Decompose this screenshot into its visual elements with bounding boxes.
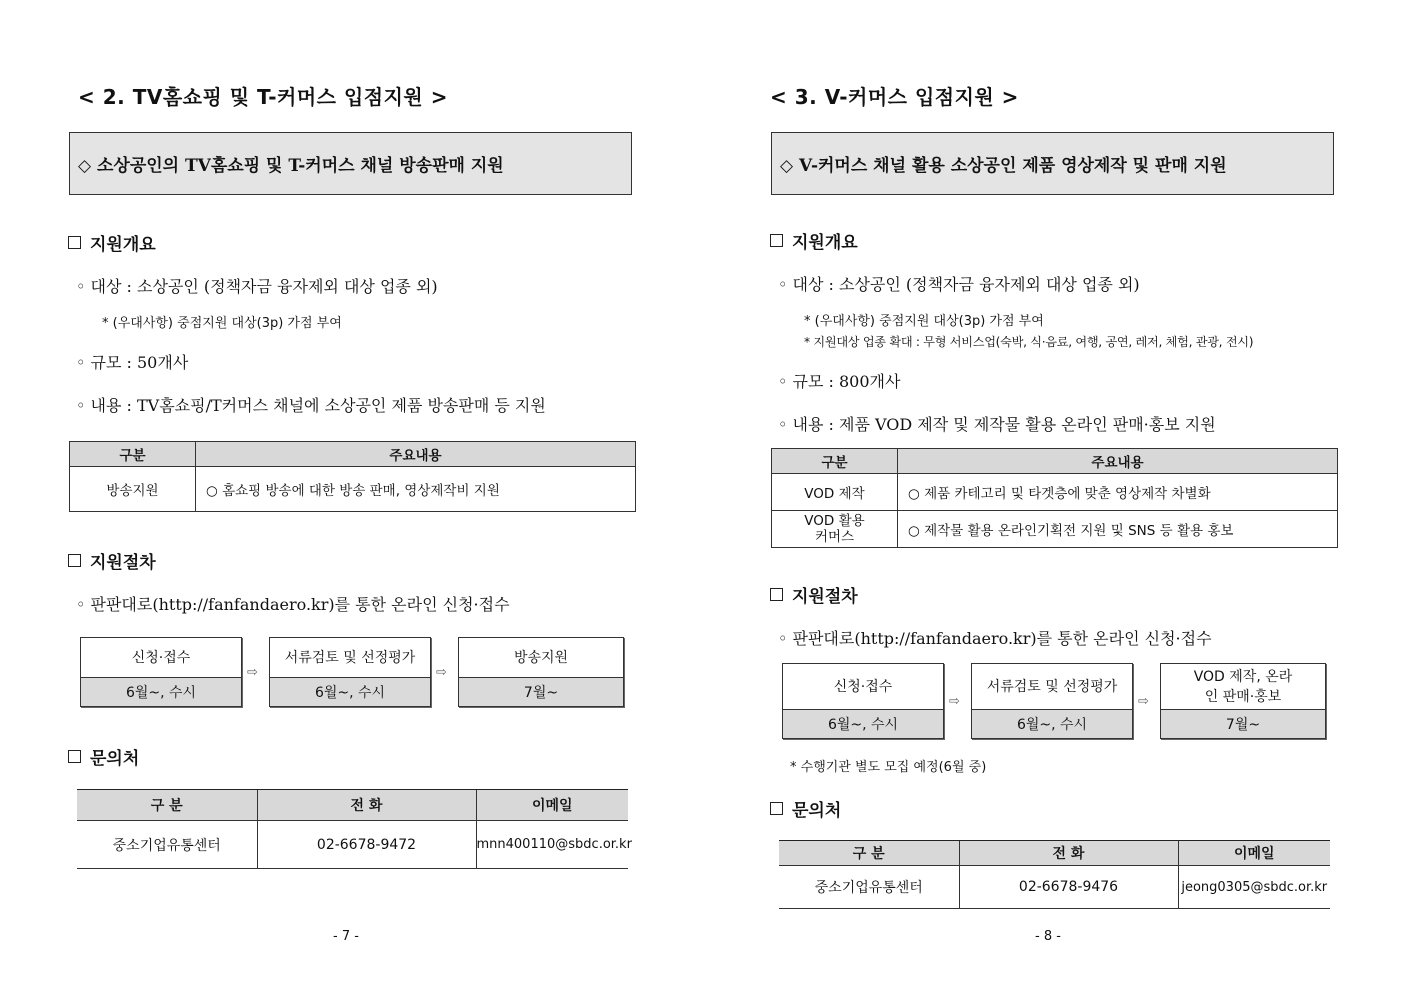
table-cell-detail: ○ 홈쇼핑 방송에 대한 방송 판매, 영상제작비 지원 [196, 467, 636, 512]
flow-step-label: 신청·접수 [131, 649, 191, 666]
headline-box [69, 132, 632, 195]
table-header-category: 구분 [772, 449, 898, 474]
page-number: - 8 - [1035, 929, 1061, 944]
flow-step-apply [782, 663, 944, 739]
scale-line: ◦ 규모 : 800개사 [778, 372, 901, 391]
overview-heading-text: 지원개요 [792, 233, 858, 253]
table-row [772, 511, 1338, 548]
contact-heading-text: 문의처 [90, 749, 140, 769]
overview-heading-text: 지원개요 [90, 235, 156, 255]
table-cell-category: VOD 제작 [772, 474, 898, 511]
table-row [779, 866, 1330, 909]
flow-step-label: 서류검토 및 선정평가 [986, 678, 1118, 695]
headline-text: ◇ 소상공인의 TV홈쇼핑 및 T-커머스 채널 방송판매 지원 [78, 156, 504, 176]
scale-line: ◦ 규모 : 50개사 [76, 353, 189, 372]
page-8 [700, 0, 1403, 992]
flow-step-label: 서류검토 및 선정평가 [284, 649, 416, 666]
contact-header-email: 이메일 [476, 790, 628, 821]
procedure-heading [68, 548, 156, 573]
procedure-heading [770, 582, 858, 607]
page-number: - 7 - [333, 929, 359, 944]
expansion-note: * 지원대상 업종 확대 : 무형 서비스업(숙박, 식·음료, 여행, 공연, 레저, 체험, 관광, 전시) [804, 335, 1254, 349]
priority-note: * (우대사항) 중점지원 대상(3p) 가점 부여 [804, 314, 1044, 329]
procedure-heading-text: 지원절차 [90, 553, 156, 573]
flow-step-period: 7월~ [459, 677, 623, 706]
table-header-detail: 주요내용 [196, 442, 636, 467]
arrow-right-icon: ⇨ [1138, 694, 1149, 709]
checkbox-icon [770, 802, 783, 815]
checkbox-icon [770, 234, 783, 247]
contact-email[interactable]: jeong0305@sbdc.or.kr [1178, 866, 1330, 909]
table-header-detail: 주요내용 [898, 449, 1338, 474]
table-row [77, 821, 628, 869]
contact-heading [770, 796, 841, 821]
procedure-line: ◦ 판판대로(http://fanfandaero.kr)를 통한 온라인 신청·접수 [778, 629, 1212, 648]
checkbox-icon [770, 588, 783, 601]
content-line: ◦ 내용 : 제품 VOD 제작 및 제작물 활용 온라인 판매·홍보 지원 [778, 415, 1216, 434]
contact-header-org: 구 분 [77, 790, 257, 821]
procedure-line: ◦ 판판대로(http://fanfandaero.kr)를 통한 온라인 신청·접수 [76, 595, 510, 614]
headline-text: ◇ V-커머스 채널 활용 소상공인 제품 영상제작 및 판매 지원 [780, 156, 1227, 176]
overview-heading [770, 228, 858, 253]
support-table [771, 448, 1338, 548]
checkbox-icon [68, 554, 81, 567]
table-cell-category-text: VOD 활용 커머스 [804, 513, 865, 545]
page-7 [0, 0, 700, 992]
contact-header-phone: 전 화 [257, 790, 476, 821]
support-table [69, 441, 636, 512]
table-cell-category [772, 511, 898, 548]
headline-box [771, 132, 1334, 195]
arrow-right-icon: ⇨ [949, 694, 960, 709]
flow-step-vod [1160, 663, 1326, 739]
flow-step-label: 방송지원 [513, 649, 569, 666]
flow-step-period: 6월~, 수시 [972, 709, 1132, 738]
table-cell-category: 방송지원 [70, 467, 196, 512]
checkbox-icon [68, 750, 81, 763]
table-row [70, 467, 636, 512]
contact-table [77, 789, 632, 869]
arrow-right-icon: ⇨ [436, 665, 447, 680]
contact-org: 중소기업유통센터 [779, 866, 959, 909]
arrow-right-icon: ⇨ [247, 665, 258, 680]
contact-heading-text: 문의처 [792, 801, 842, 821]
table-cell-detail: ○ 제작물 활용 온라인기획전 지원 및 SNS 등 활용 홍보 [898, 511, 1338, 548]
flow-step-review [971, 663, 1133, 739]
contact-email[interactable]: mnn400110@sbdc.or.kr [476, 821, 628, 869]
flow-step-review [269, 637, 431, 707]
flow-step-label: VOD 제작, 온라인 판매·홍보 [1193, 668, 1293, 705]
target-line: ◦ 대상 : 소상공인 (정책자금 융자제외 대상 업종 외) [76, 277, 438, 296]
flow-step-period: 6월~, 수시 [270, 677, 430, 706]
flow-step-period: 6월~, 수시 [81, 677, 241, 706]
table-header-category: 구분 [70, 442, 196, 467]
contact-table [779, 840, 1330, 909]
content-line: ◦ 내용 : TV홈쇼핑/T커머스 채널에 소상공인 제품 방송판매 등 지원 [76, 396, 546, 415]
section-title: < 3. V-커머스 입점지원 > [770, 85, 1019, 109]
priority-note: * (우대사항) 중점지원 대상(3p) 가점 부여 [102, 316, 342, 331]
flow-step-period: 7월~ [1161, 709, 1325, 738]
procedure-heading-text: 지원절차 [792, 587, 858, 607]
contact-header-org: 구 분 [779, 841, 959, 866]
flow-step-period: 6월~, 수시 [783, 709, 943, 738]
contact-heading [68, 744, 139, 769]
contact-header-phone: 전 화 [959, 841, 1178, 866]
checkbox-icon [68, 236, 81, 249]
contact-phone: 02-6678-9476 [959, 866, 1178, 909]
table-row [772, 474, 1338, 511]
contact-header-email: 이메일 [1178, 841, 1330, 866]
table-cell-detail: ○ 제품 카테고리 및 타겟층에 맞춘 영상제작 차별화 [898, 474, 1338, 511]
contact-phone: 02-6678-9472 [257, 821, 476, 869]
flow-step-apply [80, 637, 242, 707]
target-line: ◦ 대상 : 소상공인 (정책자금 융자제외 대상 업종 외) [778, 275, 1140, 294]
contact-org: 중소기업유통센터 [77, 821, 257, 869]
overview-heading [68, 230, 156, 255]
flow-step-label-wrap [1161, 664, 1325, 709]
section-title: < 2. TV홈쇼핑 및 T-커머스 입점지원 > [78, 85, 448, 109]
flow-note: * 수행기관 별도 모집 예정(6월 중) [790, 760, 987, 775]
flow-step-label: 신청·접수 [833, 678, 893, 695]
flow-step-broadcast [458, 637, 624, 707]
